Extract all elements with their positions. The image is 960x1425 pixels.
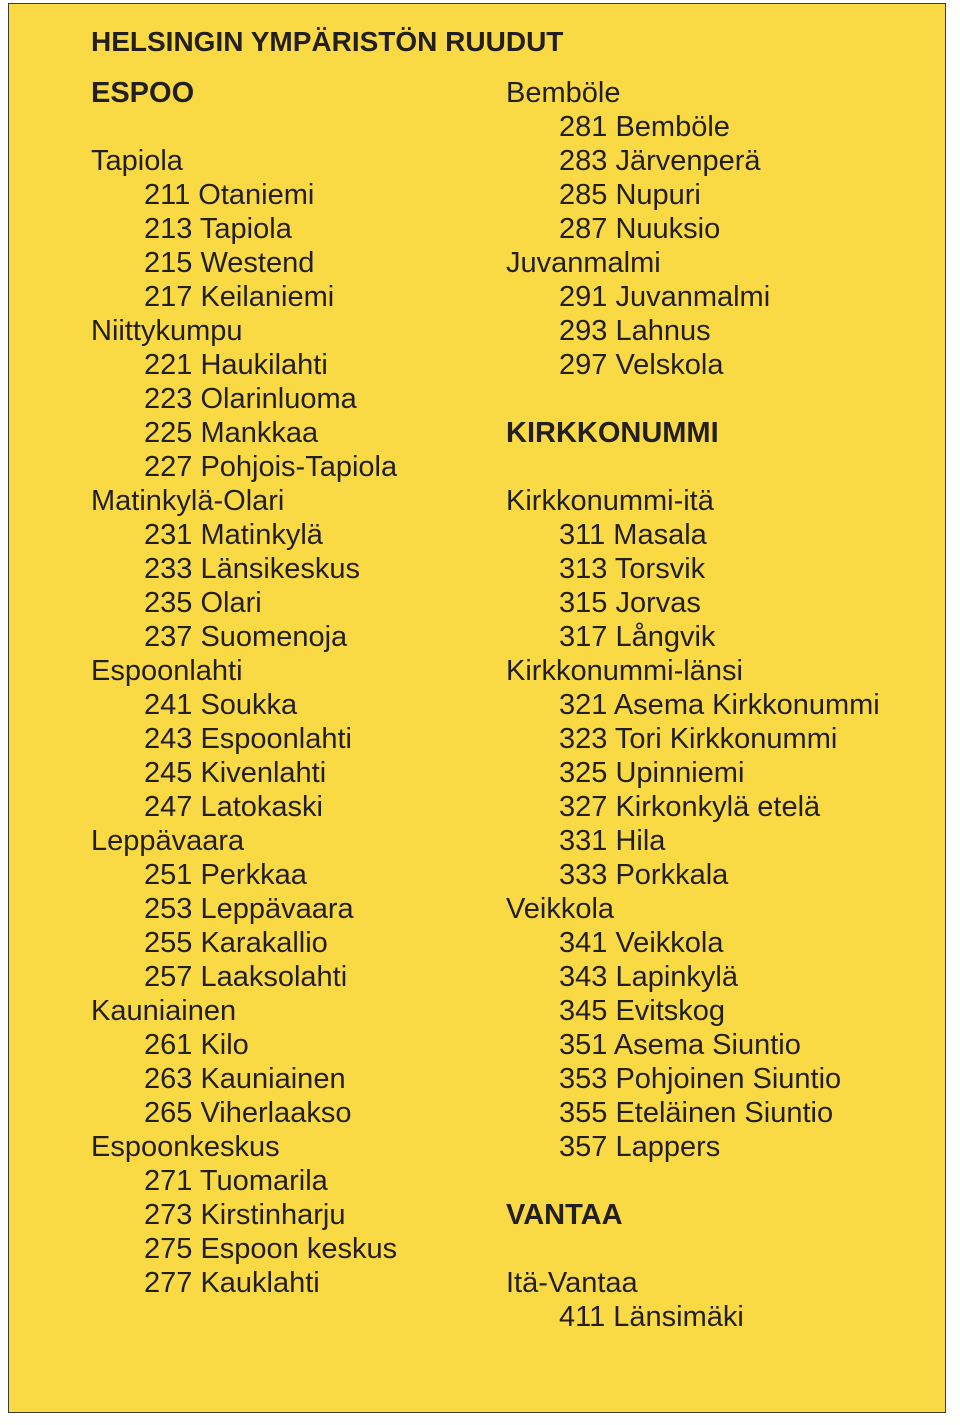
spacer [506,450,936,484]
grid-entry: 293 Lahnus [559,315,711,347]
municipality-heading: ESPOO [91,77,195,109]
grid-entry: 231 Matinkylä [144,519,323,551]
district-name: Kirkkonummi-länsi [506,655,743,687]
grid-entry: 261 Kilo [144,1029,249,1061]
grid-entry: 353 Pohjoinen Siuntio [559,1063,842,1095]
grid-entry: 241 Soukka [144,689,298,721]
district-name: Kauniainen [91,995,237,1027]
grid-entry: 285 Nupuri [559,179,701,211]
grid-entry: 323 Tori Kirkkonummi [559,723,838,755]
grid-entry: 233 Länsikeskus [144,553,361,585]
grid-entry: 331 Hila [559,825,666,857]
grid-entry: 351 Asema Siuntio [559,1029,801,1061]
grid-entry: 325 Upinniemi [559,757,745,789]
spacer [91,110,491,144]
grid-entry: 213 Tapiola [144,213,292,245]
district-name: Leppävaara [91,825,245,857]
municipality-heading: VANTAA [506,1199,623,1231]
district-name: Itä-Vantaa [506,1267,638,1299]
district-name: Kirkkonummi-itä [506,485,714,517]
grid-entry: 271 Tuomarila [144,1165,328,1197]
grid-entry: 283 Järvenperä [559,145,761,177]
grid-entry: 317 Långvik [559,621,716,653]
district-name: Espoonlahti [91,655,243,687]
grid-entry: 253 Leppävaara [144,893,354,925]
right-column [506,76,936,1334]
grid-entry: 235 Olari [144,587,262,619]
municipality-heading: KIRKKONUMMI [506,417,719,449]
grid-entry: 257 Laaksolahti [144,961,348,993]
district-name: Veikkola [506,893,615,925]
grid-entry: 355 Eteläinen Siuntio [559,1097,834,1129]
spacer [506,382,936,416]
grid-entry: 345 Evitskog [559,995,726,1027]
grid-entry: 277 Kauklahti [144,1267,320,1299]
grid-entry: 343 Lapinkylä [559,961,738,993]
grid-entry: 237 Suomenoja [144,621,348,653]
grid-entry: 275 Espoon keskus [144,1233,398,1265]
grid-entry: 333 Porkkala [559,859,729,891]
grid-entry: 217 Keilaniemi [144,281,335,313]
grid-entry: 255 Karakallio [144,927,328,959]
district-name: Bemböle [506,77,621,109]
district-name: Niittykumpu [91,315,243,347]
spacer [506,1164,936,1198]
grid-entry: 221 Haukilahti [144,349,328,381]
grid-entry: 357 Lappers [559,1131,721,1163]
grid-entry: 227 Pohjois-Tapiola [144,451,398,483]
district-name: Tapiola [91,145,183,177]
grid-entry: 245 Kivenlahti [144,757,327,789]
grid-entry: 315 Jorvas [559,587,701,619]
grid-entry: 287 Nuuksio [559,213,721,245]
grid-entry: 251 Perkkaa [144,859,307,891]
grid-entry: 223 Olarinluoma [144,383,357,415]
grid-entry: 311 Masala [559,519,707,551]
document-page [8,3,946,1413]
grid-entry: 321 Asema Kirkkonummi [559,689,880,721]
spacer [506,1232,936,1266]
grid-entry: 411 Länsimäki [559,1301,744,1333]
grid-entry: 243 Espoonlahti [144,723,352,755]
district-name: Juvanmalmi [506,247,661,279]
grid-entry: 225 Mankkaa [144,417,319,449]
grid-entry: 341 Veikkola [559,927,724,959]
grid-entry: 273 Kirstinharju [144,1199,346,1231]
grid-entry: 327 Kirkonkylä etelä [559,791,821,823]
grid-entry: 215 Westend [144,247,315,279]
grid-entry: 291 Juvanmalmi [559,281,771,313]
grid-entry: 265 Viherlaakso [144,1097,352,1129]
left-column [91,76,491,1300]
grid-entry: 281 Bemböle [559,111,730,143]
document-title: HELSINGIN YMPÄRISTÖN RUUDUT [91,26,564,57]
grid-entry: 263 Kauniainen [144,1063,346,1095]
grid-entry: 247 Latokaski [144,791,323,823]
grid-entry: 211 Otaniemi [144,179,315,211]
grid-entry: 313 Torsvik [559,553,706,585]
district-name: Espoonkeskus [91,1131,280,1163]
grid-entry: 297 Velskola [559,349,724,381]
district-name: Matinkylä-Olari [91,485,285,517]
